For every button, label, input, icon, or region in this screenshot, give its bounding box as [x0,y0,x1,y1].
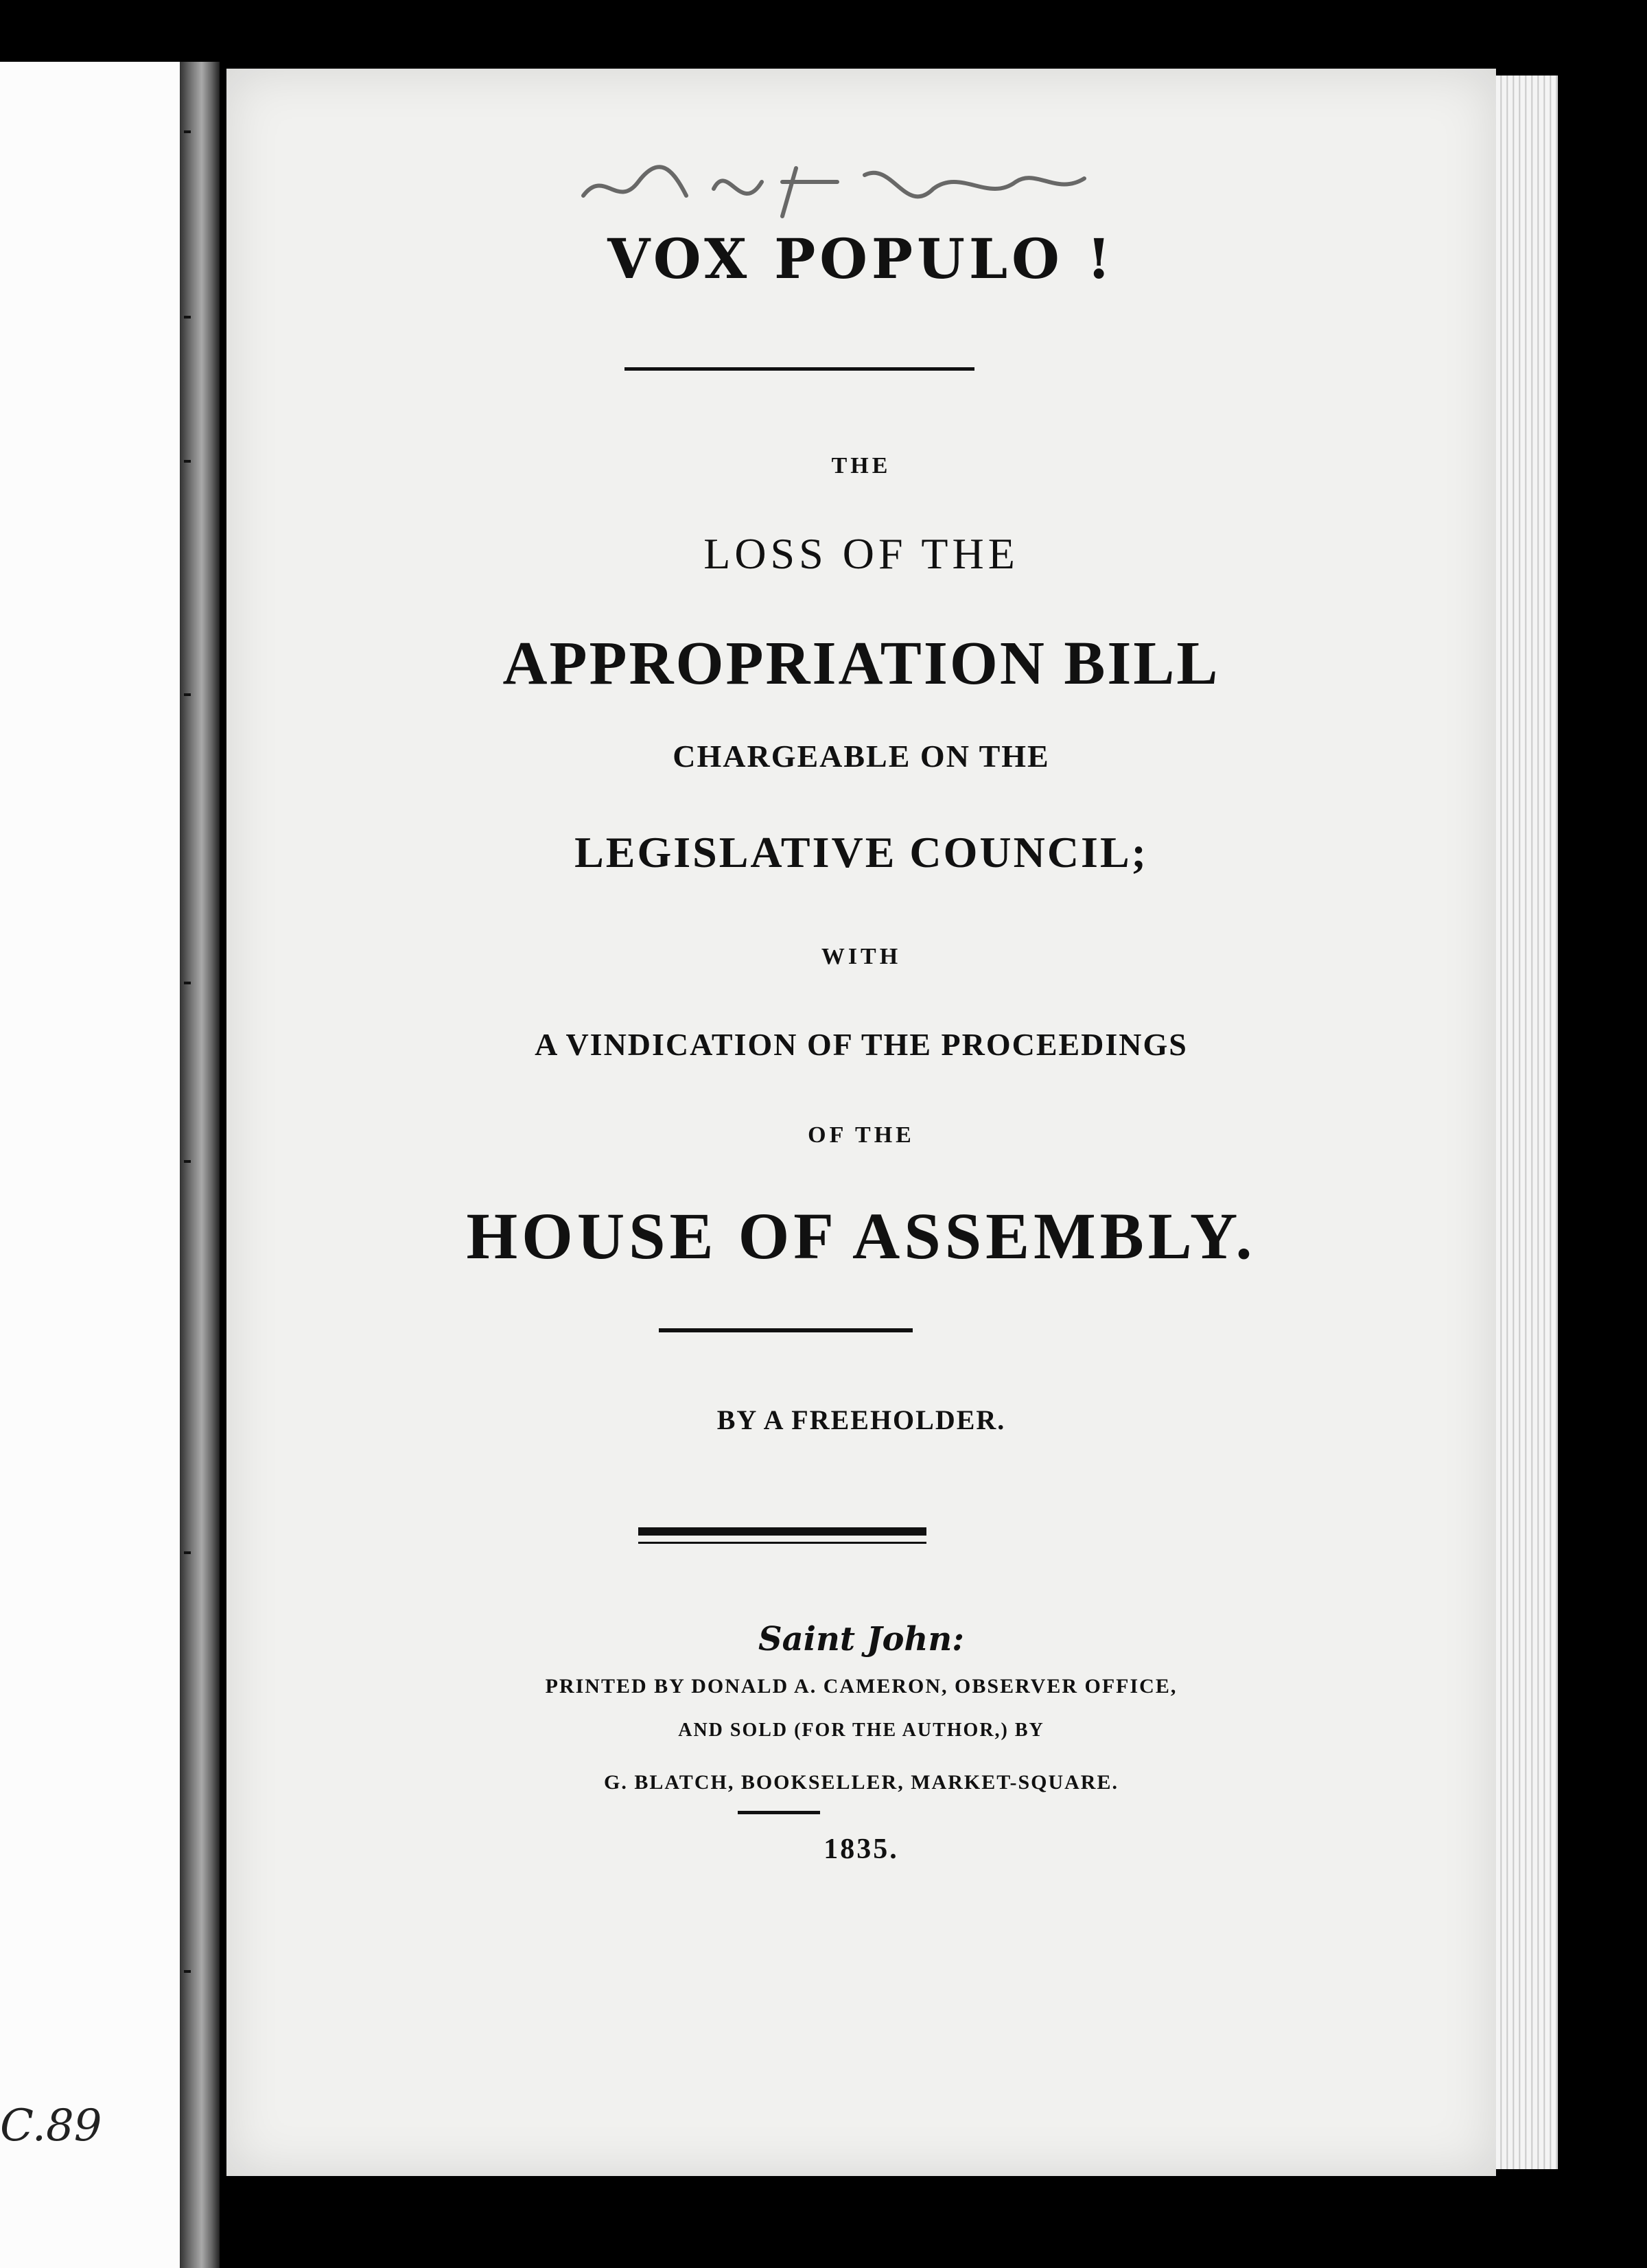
imprint-year: 1835. [824,1833,899,1865]
rule-middle [659,1328,913,1332]
binding-stitch [184,316,191,319]
imprint-bookseller: G. BLATCH, BOOKSELLER, MARKET-SQUARE. [604,1771,1119,1794]
binding-stitch [184,1551,191,1554]
rule-short [738,1811,820,1814]
imprint-sold: AND SOLD (FOR THE AUTHOR,) BY [678,1720,1044,1741]
binding-stitch [184,460,191,463]
book-spine [180,62,220,2268]
binding-stitch [184,982,191,984]
handwritten-signature [576,141,1098,223]
line-of-the: OF THE [808,1122,915,1148]
line-loss: LOSS OF THE [703,529,1019,578]
line-with: WITH [821,944,902,969]
shelf-mark: C.89 [0,2101,102,2151]
line-vindication: A VINDICATION OF THE PROCEEDINGS [535,1027,1188,1062]
binding-stitch [184,693,191,696]
rule-top [624,367,974,371]
line-chargeable: CHARGEABLE ON THE [673,739,1050,774]
line-author: BY A FREEHOLDER. [716,1404,1006,1435]
binding-stitch [184,1160,191,1163]
main-title: VOX POPULO ! [607,227,1115,291]
binding-stitch [184,130,191,133]
line-the: THE [831,453,891,478]
imprint-place: Saint John: [758,1620,965,1658]
line-appropriation-bill: APPROPRIATION BILL [502,629,1220,697]
binding-stitch [184,1970,191,1973]
rule-thick [638,1527,926,1536]
line-house-of-assembly: HOUSE OF ASSEMBLY. [466,1199,1257,1273]
line-legislative-council: LEGISLATIVE COUNCIL; [574,828,1148,877]
left-facing-page [0,62,182,2268]
imprint-printer: PRINTED BY DONALD A. CAMERON, OBSERVER OFFICE, [545,1675,1178,1698]
page-edges [1496,76,1558,2169]
rule-thin [638,1542,926,1544]
